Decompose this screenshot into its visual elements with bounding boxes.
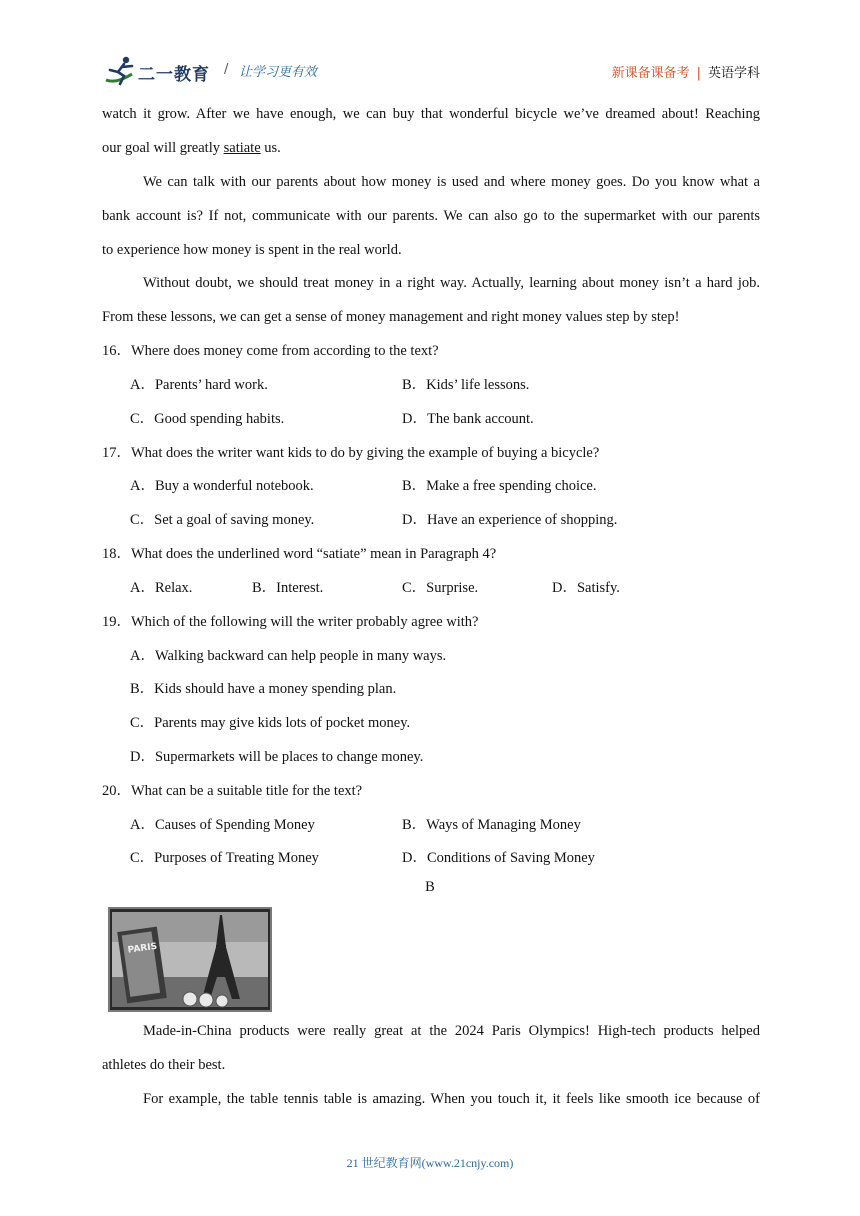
passage-line: From these lessons, we can get a sense of money management and right money values step by step! <box>102 309 680 325</box>
header-slash: / <box>224 62 229 77</box>
question-20-stem: 20．What can be a suitable title for the text? <box>102 783 363 799</box>
q16-option-b: B．Kids’ life lessons. <box>402 377 530 393</box>
header-slogan: 让学习更有效 <box>239 65 318 80</box>
page-header <box>102 54 760 90</box>
q19-option-d: D．Supermarkets will be places to change money. <box>130 749 424 765</box>
header-subject-label: 英语学科 <box>707 66 760 81</box>
header-separator: | <box>696 66 701 81</box>
passage-line: For example, the table tennis table is amazing. When you touch it, it feels like smooth ice because of <box>143 1091 760 1107</box>
photo-box-text: PARIS <box>127 941 158 956</box>
header-right <box>612 62 760 81</box>
header-prep-label: 新课备课备考 <box>611 66 690 81</box>
question-17-stem: 17．What does the writer want kids to do by giving the example of buying a bicycle? <box>102 445 600 461</box>
q20-option-b: B．Ways of Managing Money <box>402 817 581 833</box>
passage-text: our goal will greatly <box>102 140 224 156</box>
passage-line: athletes do their best. <box>102 1057 226 1073</box>
question-16-stem: 16．Where does money come from according to the text? <box>102 343 439 359</box>
eiffel-tower-photo <box>108 907 272 1012</box>
q17-option-c: C．Set a goal of saving money. <box>130 512 315 528</box>
q20-option-a: A．Causes of Spending Money <box>130 817 315 833</box>
q17-option-b: B．Make a free spending choice. <box>402 478 597 494</box>
passage-line: We can talk with our parents about how money is used and where money goes. Do you know what a <box>143 174 760 190</box>
q19-option-a: A．Walking backward can help people in many ways. <box>130 648 447 664</box>
passage-line: to experience how money is spent in the real world. <box>102 242 402 258</box>
question-18-stem: 18．What does the underlined word “satiate” mean in Paragraph 4? <box>102 546 497 562</box>
q18-option-a: A．Relax. <box>130 580 193 596</box>
q18-option-d: D．Satisfy. <box>552 580 620 596</box>
underlined-word: satiate <box>223 140 261 156</box>
q19-option-c: C．Parents may give kids lots of pocket money. <box>130 715 411 731</box>
page-footer: 21 世纪教育网(www.21cnjy.com) <box>346 1156 514 1170</box>
question-19-stem: 19．Which of the following will the writer probably agree with? <box>102 614 479 630</box>
q19-option-b: B．Kids should have a money spending plan. <box>130 681 397 697</box>
q18-option-c: C．Surprise. <box>402 580 479 596</box>
runner-icon <box>102 54 142 88</box>
q17-option-d: D．Have an experience of shopping. <box>402 512 618 528</box>
q20-option-d: D．Conditions of Saving Money <box>402 850 595 866</box>
logo-text: 二一教育 <box>138 65 210 85</box>
q16-option-a: A．Parents’ hard work. <box>130 377 268 393</box>
passage-line <box>102 139 760 157</box>
section-b-label: B <box>425 879 435 895</box>
passage-line: bank account is? If not, communicate with our parents. We can also go to the supermarket with our parents <box>102 208 760 224</box>
passage-line: Without doubt, we should treat money in a right way. Actually, learning about money isn’t a hard job. <box>143 275 760 291</box>
q17-option-a: A．Buy a wonderful notebook. <box>130 478 314 494</box>
passage-line: watch it grow. After we have enough, we can buy that wonderful bicycle we’ve dreamed about! Reaching <box>102 106 760 122</box>
q16-option-c: C．Good spending habits. <box>130 411 285 427</box>
brand-logo <box>102 54 212 88</box>
q20-option-c: C．Purposes of Treating Money <box>130 850 319 866</box>
q18-option-b: B．Interest. <box>252 580 324 596</box>
passage-text: us. <box>260 140 281 156</box>
passage-line: Made-in-China products were really great at the 2024 Paris Olympics! High-tech products helped <box>143 1023 760 1039</box>
q16-option-d: D．The bank account. <box>402 411 534 427</box>
